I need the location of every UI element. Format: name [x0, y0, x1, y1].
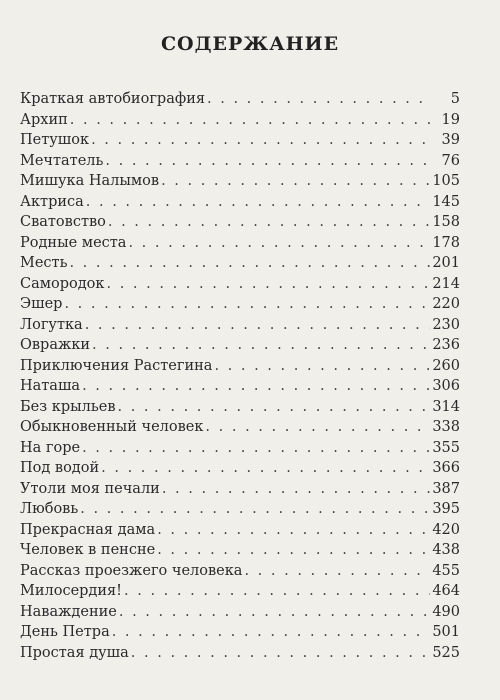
toc-entry-title: Без крыльев	[20, 398, 116, 415]
toc-entry-title: Сватовство	[20, 214, 106, 230]
dot-leader	[64, 294, 430, 315]
dot-leader	[86, 192, 430, 213]
toc-entry-title: Петушок	[20, 132, 90, 148]
toc-entry-page-number: 366	[432, 460, 460, 476]
toc-entry	[20, 479, 460, 500]
toc-entry	[20, 315, 460, 336]
toc-entry	[20, 335, 460, 356]
dot-leader	[108, 212, 430, 233]
toc-entry	[20, 622, 460, 643]
toc-entry-page-number: 201	[432, 255, 460, 271]
toc-entry	[20, 274, 460, 295]
toc-entry-page-number: 338	[432, 419, 460, 435]
dot-leader	[69, 253, 430, 274]
toc-entry	[20, 376, 460, 397]
toc-entry	[20, 561, 460, 582]
page-title: СОДЕРЖАНИЕ	[160, 33, 340, 55]
dot-leader	[92, 335, 430, 356]
toc-entry	[20, 253, 460, 274]
toc-entry	[20, 151, 460, 172]
dot-leader	[105, 151, 430, 172]
toc-entry-title: Родные места	[20, 234, 127, 251]
toc-entry	[20, 171, 460, 192]
toc-entry-title: Месть	[20, 255, 68, 271]
dot-leader	[106, 274, 430, 295]
dot-leader	[124, 581, 430, 602]
toc-entry-page-number: 260	[432, 357, 460, 374]
toc-entry-title: Наташа	[20, 378, 81, 394]
toc-entry-page-number: 355	[432, 439, 460, 456]
toc-entry-page-number: 178	[432, 234, 460, 251]
toc-entry-page-number: 105	[432, 173, 460, 189]
dot-leader	[128, 233, 430, 254]
toc-entry	[20, 89, 460, 110]
toc-entry	[20, 130, 460, 151]
toc-entry-title: Утоли моя печали	[20, 480, 160, 497]
toc-entry-title: Милосердия!	[20, 583, 123, 599]
dot-leader	[82, 438, 430, 459]
toc-entry	[20, 643, 460, 664]
toc-entry-page-number: 420	[432, 521, 460, 538]
toc-entry-page-number: 525	[432, 644, 460, 661]
toc-entry-title: Под водой	[20, 460, 100, 476]
toc-entry-title: Приключения Растегина	[20, 357, 213, 374]
dot-leader	[205, 417, 430, 438]
toc-entry	[20, 212, 460, 233]
toc-entry	[20, 233, 460, 254]
dot-leader	[157, 540, 430, 561]
dot-leader	[85, 315, 430, 336]
toc-entry	[20, 294, 460, 315]
toc-entry-title: Актриса	[20, 193, 84, 210]
dot-leader	[80, 499, 430, 520]
toc-entry	[20, 110, 460, 131]
toc-entry-page-number: 145	[432, 193, 460, 210]
toc-entry	[20, 458, 460, 479]
toc-entry-title: На горе	[20, 439, 81, 456]
toc-entry-title: Овражки	[20, 337, 91, 353]
toc-entry-title: Прекрасная дама	[20, 521, 156, 538]
toc-entry-page-number: 214	[432, 275, 460, 292]
toc-entry	[20, 417, 460, 438]
toc-entry	[20, 438, 460, 459]
toc-entry-title: Самородок	[20, 275, 105, 292]
toc-entry-title: Любовь	[20, 501, 79, 517]
toc-entry-title: Человек в пенсне	[20, 542, 156, 558]
toc-entry	[20, 499, 460, 520]
toc-entry-page-number: 438	[432, 542, 460, 558]
toc-entry-page-number: 314	[432, 398, 460, 415]
toc-entry-page-number: 490	[432, 603, 460, 620]
toc-entry-page-number: 220	[432, 296, 460, 312]
dot-leader	[157, 520, 430, 541]
toc-entry-title: Наваждение	[20, 603, 117, 620]
dot-leader	[244, 561, 430, 582]
toc-entry	[20, 520, 460, 541]
toc-entry-title: Краткая автобиография	[20, 91, 206, 107]
toc-entry	[20, 581, 460, 602]
dot-leader	[131, 643, 430, 664]
toc-entry-title: Логутка	[20, 316, 83, 333]
toc-entry-page-number: 387	[432, 480, 460, 497]
toc-entry-page-number: 76	[441, 152, 460, 169]
toc-entry-page-number: 39	[441, 132, 460, 148]
toc-entry	[20, 602, 460, 623]
toc-entry	[20, 356, 460, 377]
toc-entry-page-number: 464	[432, 583, 460, 599]
toc-entry-page-number: 5	[450, 91, 460, 107]
toc-entry-title: Обыкновенный человек	[20, 419, 204, 435]
toc-entry-title: Мечтатель	[20, 152, 104, 169]
dot-leader	[91, 130, 430, 151]
table-of-contents	[20, 89, 460, 663]
dot-leader	[214, 356, 430, 377]
dot-leader	[70, 110, 430, 131]
toc-entry	[20, 540, 460, 561]
dot-leader	[119, 602, 430, 623]
dot-leader	[101, 458, 430, 479]
toc-entry-page-number: 395	[432, 501, 460, 517]
dot-leader	[112, 622, 430, 643]
toc-entry-title: День Петра	[20, 624, 110, 640]
toc-entry	[20, 397, 460, 418]
dot-leader	[162, 479, 430, 500]
toc-entry-page-number: 306	[432, 378, 460, 394]
toc-entry-page-number: 501	[432, 624, 460, 640]
toc-entry-title: Простая душа	[20, 644, 129, 661]
dot-leader	[82, 376, 430, 397]
dot-leader	[207, 89, 430, 110]
dot-leader	[118, 397, 431, 418]
toc-entry-page-number: 230	[432, 316, 460, 333]
toc-entry-title: Рассказ проезжего человека	[20, 562, 243, 579]
dot-leader	[161, 171, 430, 192]
toc-entry-title: Мишука Налымов	[20, 173, 160, 189]
toc-entry-title: Архип	[20, 111, 68, 128]
toc-entry-page-number: 19	[441, 111, 460, 128]
toc-entry-title: Эшер	[20, 296, 63, 312]
toc-entry-page-number: 455	[432, 562, 460, 579]
toc-entry-page-number: 158	[432, 214, 460, 230]
toc-entry	[20, 192, 460, 213]
toc-entry-page-number: 236	[432, 337, 460, 353]
